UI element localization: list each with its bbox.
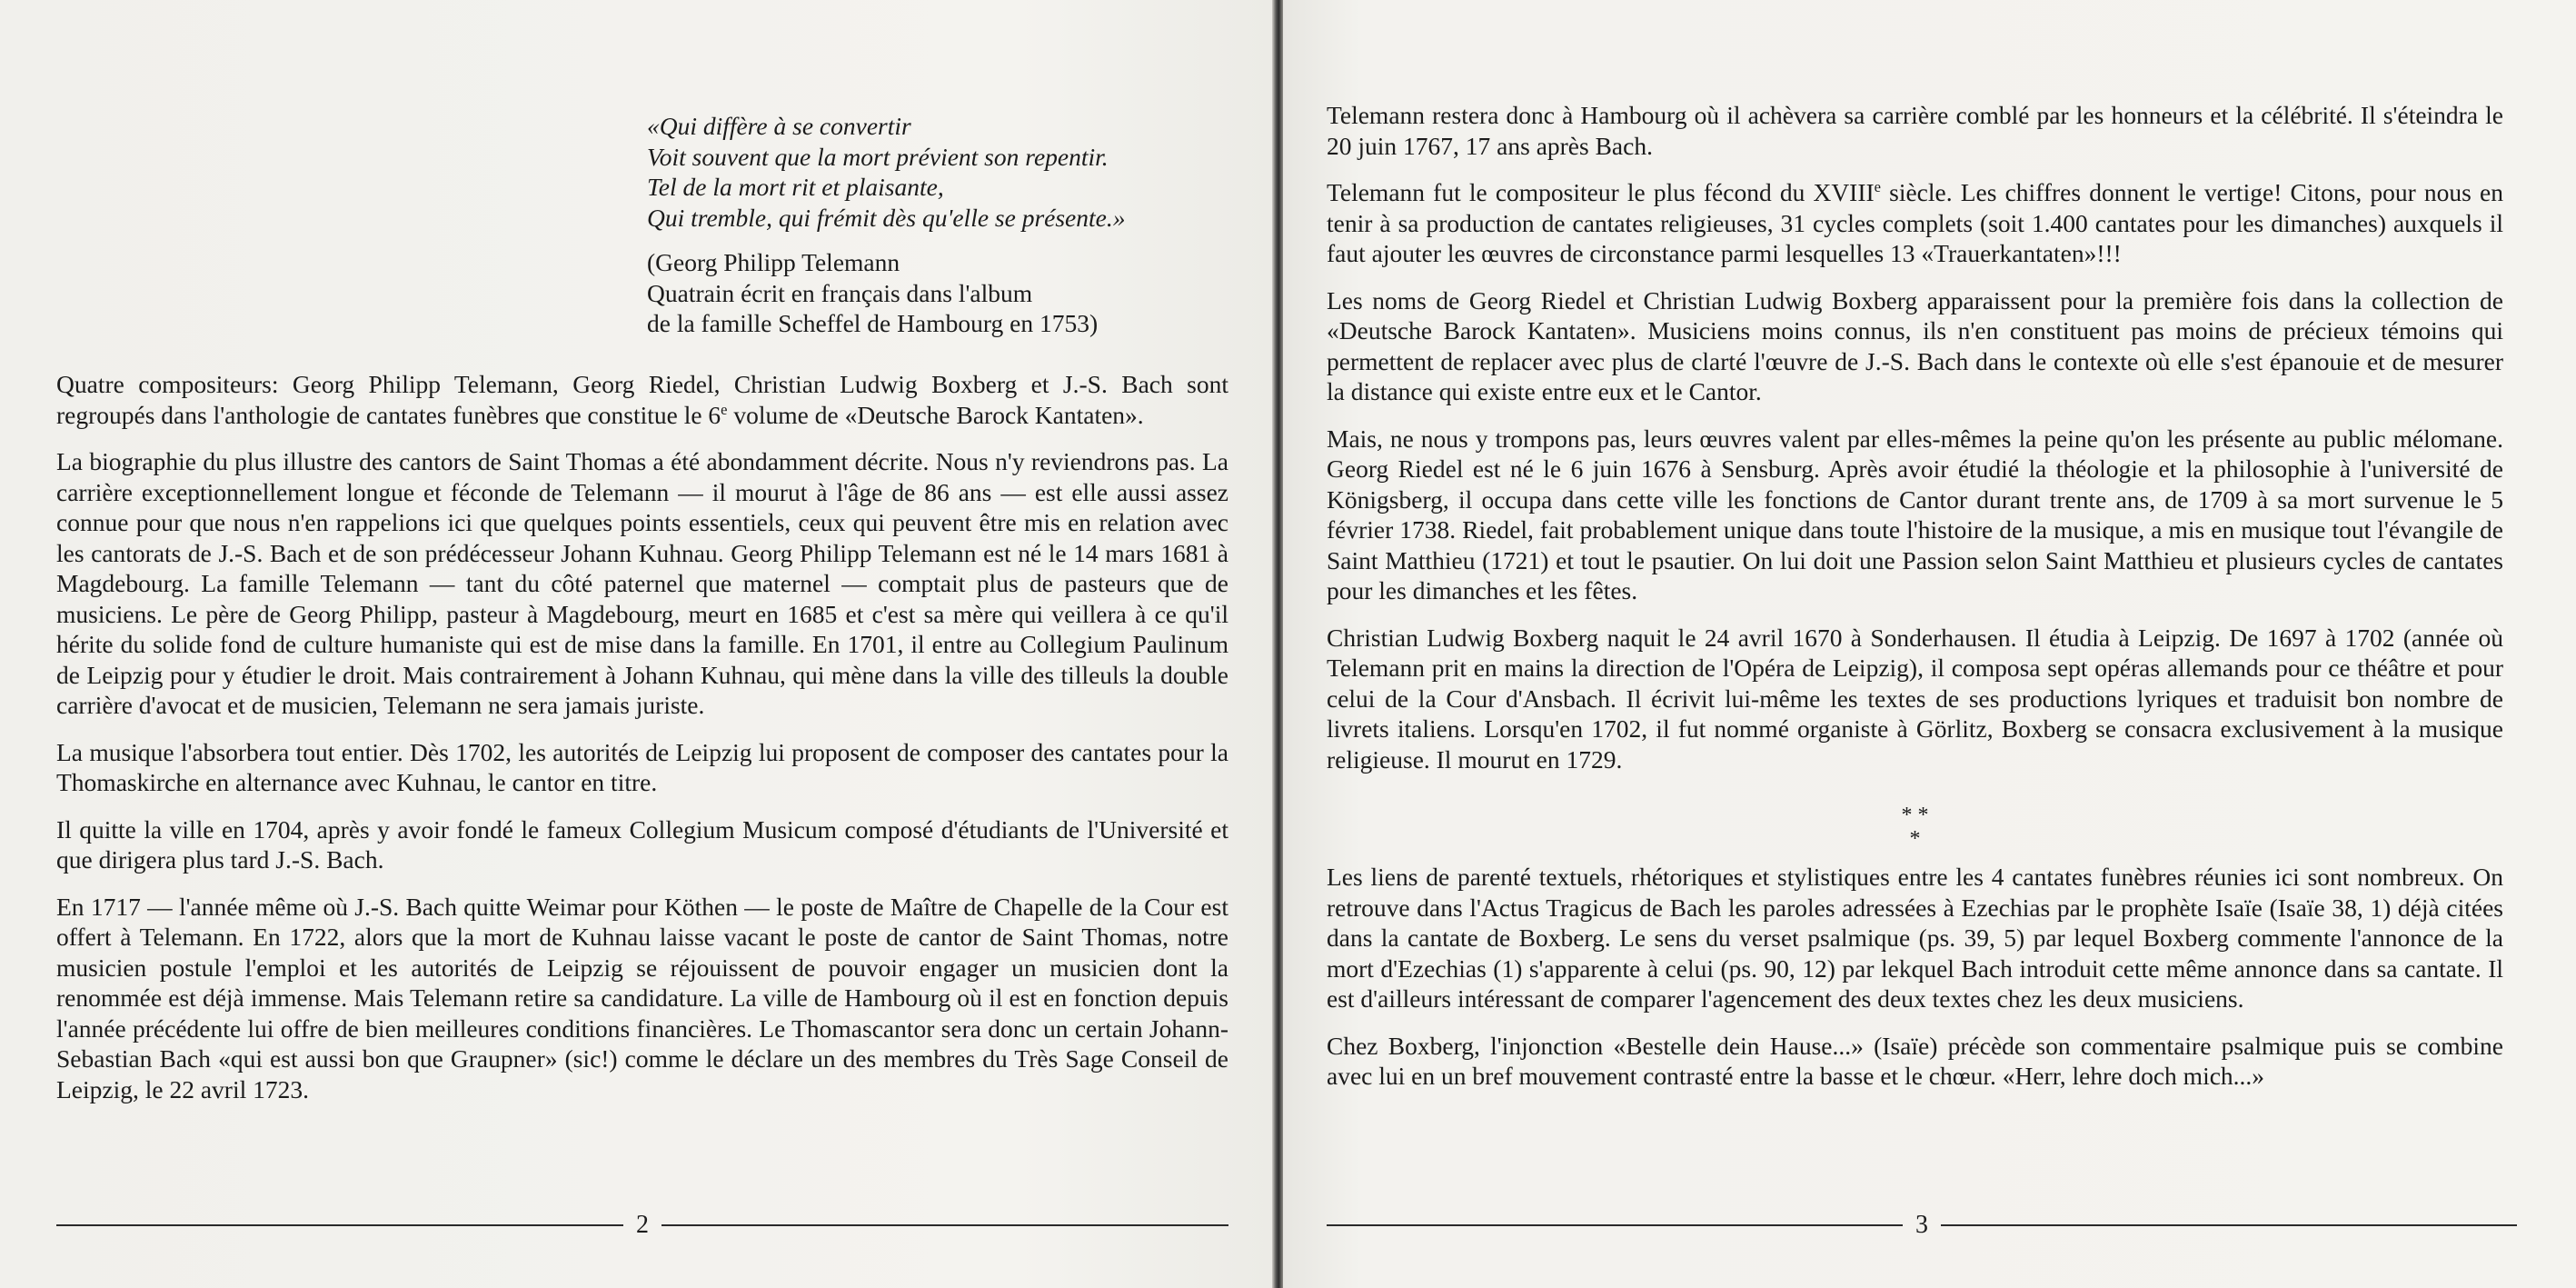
paragraph: La biographie du plus illustre des cantors de Saint Thomas a été abondamment décrite. Nous n'y reviendrons pas. La carrière exceptionnellement longue et féconde de Telemann — il mourut à l'âge de 86 ans — est elle aussi assez connue pour que nous n'en rappelions ici que quelques points essentiels, ceux qui peuvent être mis en relation avec les cantorats de J.-S. Bach et de son prédécesseur Johann Kuhnau. Georg Philipp Telemann est né le 14 mars 1681 à Magdebourg. La famille Telemann — tant du côté paternel que maternel — comptait plus de pasteurs que de musiciens. Le père de Georg Philipp, pasteur à Magdebourg, meurt en 1685 et c'est sa mère qui veillera à ce qu'il hérite du solide fond de culture humaniste qui est de mise dans la famille. En 1701, il entre au Collegium Paulinum de Leipzig pour y étudier le droit. Mais contrairement à Johann Kuhnau, qui mène dans la ville des tilleuls la double carrière d'avocat et de musicien, Telemann ne sera jamais juriste. xyxy=(56,447,1228,719)
paragraph xyxy=(1327,177,2503,269)
paragraph: Mais, ne nous y trompons pas, leurs œuvres valent par elles-mêmes la peine qu'on les présente au public mélomane. Georg Riedel est né le 6 juin 1676 à Sensburg. Après avoir étudié la théologie et la philosophie à l'université de Königsberg, il occupa dans cette ville les fonctions de Cantor durant trente ans, de 1709 à sa mort survenue le 5 février 1738. Riedel, fait probablement unique dans toute l'histoire de la musique, a mis en musique tout l'évangile de Saint Matthieu (1721) et tout le psautier. On lui doit une Passion selon Saint Matthieu et plusieurs cycles de cantates pour les dimanches et les fêtes. xyxy=(1327,424,2503,604)
paragraph xyxy=(56,369,1228,430)
epigraph-citation xyxy=(647,247,1228,339)
footer-rule xyxy=(1327,1224,1903,1226)
asterism-bottom: * xyxy=(1909,827,1921,851)
epigraph xyxy=(647,111,1228,339)
citation-line: Quatrain écrit en français dans l'album xyxy=(647,278,1033,307)
paragraph: Il quitte la ville en 1704, après y avoir fondé le fameux Collegium Musicum composé d'étudiants de l'Université et que dirigera plus tard J.-S. Bach. xyxy=(56,814,1228,874)
paragraph: Chez Boxberg, l'injonction «Bestelle dein Hause...» (Isaïe) précède son commentaire psalmique puis se combine avec lui en un bref mouvement contrasté entre la basse et le chœur. «Herr, lehre doch mich...» xyxy=(1327,1031,2503,1090)
footer-rule xyxy=(1941,1224,2517,1226)
page-number: 3 xyxy=(1915,1211,1928,1239)
page-number: 2 xyxy=(636,1211,649,1239)
citation-line: (Georg Philipp Telemann xyxy=(647,248,900,276)
quatrain-line: «Qui diffère à se convertir xyxy=(647,112,911,140)
quatrain-line: Qui tremble, qui frémit dès qu'elle se présente.» xyxy=(647,203,1126,232)
page-footer xyxy=(1327,1211,2517,1240)
left-page xyxy=(0,0,1272,1288)
paragraph-text: volume de «Deutsche Barock Kantaten». xyxy=(727,400,1144,429)
paragraph: Christian Ludwig Boxberg naquit le 24 avril 1670 à Sonderhausen. Il étudia à Leipzig. De 1697 à 1702 (année où Telemann prit en mains la direction de l'Opéra de Leipzig), il composa sept opéras allemands pour ce théâtre et pour celui de la Cour d'Ansbach. Il écrivit lui-même les textes de ses productions lyriques et traduisit bon nombre de livrets italiens. Lorsqu'en 1702, il fut nommé organiste à Görlitz, Boxberg se consacra exclusivement à la musique religieuse. Il mourut en 1729. xyxy=(1327,623,2503,774)
section-break xyxy=(1327,791,2503,862)
quatrain xyxy=(647,111,1228,233)
quatrain-line: Voit souvent que la mort prévient son repentir. xyxy=(647,142,1109,171)
quatrain-line: Tel de la mort rit et plaisante, xyxy=(647,173,944,201)
citation-line: de la famille Scheffel de Hambourg en 1753) xyxy=(647,309,1099,337)
paragraph: Telemann restera donc à Hambourg où il achèvera sa carrière comblé par les honneurs et la célébrité. Il s'éteindra le 20 juin 1767, 17 ans après Bach. xyxy=(1327,101,2503,160)
paragraph: Les liens de parenté textuels, rhétoriques et stylistiques entre les 4 cantates funèbres réunies ici sont nombreux. On retrouve dans l'Actus Tragicus de Bach les paroles adressées à Ezechias par le prophète Isaïe (Isaïe 38, 1) déjà citées dans la cantate de Boxberg. Le sens du verset psalmique (ps. 39, 5) par lequel Boxberg commente l'annonce de la mort d'Ezechias (1) s'apparente à celui (ps. 90, 12) par lekquel Bach introduit cette même annonce dans sa cantate. Il est d'ailleurs intéressant de comparer l'agencement des deux textes chez les deux musiciens. xyxy=(1327,863,2503,1013)
paragraph-text: siècle. Les chiffres donnent le vertige! Citons, pour nous en tenir à sa production de cantates religieuses, 31 cycles complets (soit 1.400 cantates pour les dimanches) auxquels il faut ajouter les œuvres de circonstance parmi lesquelles 13 «Trauerkantaten»!!! xyxy=(1327,178,2503,267)
page-footer xyxy=(56,1211,1228,1240)
right-text-column xyxy=(1327,100,2503,1108)
ordinal-superscript: e xyxy=(1874,177,1881,195)
paragraph: La musique l'absorbera tout entier. Dès 1702, les autorités de Leipzig lui proposent de composer des cantates pour la Thomaskirche en alternance avec Kuhnau, le cantor en titre. xyxy=(56,737,1228,796)
left-text-column xyxy=(56,369,1228,1121)
footer-rule xyxy=(661,1224,1228,1226)
footer-rule xyxy=(56,1224,623,1226)
paragraph-text: Telemann fut le compositeur le plus fécond du XVIII xyxy=(1327,178,1875,206)
asterism-top: * * xyxy=(1901,804,1929,827)
paragraph: En 1717 — l'année même où J.-S. Bach quitte Weimar pour Köthen — le poste de Maître de Chapelle de la Cour est offert à Telemann. En 1722, alors que la mort de Kuhnau laisse vacant le poste de cantor de Saint Thomas, notre musicien postule l'emploi et les autorités de Leipzig se réjouissent de pouvoir engager un musicien dont la renommée est déjà immense. Mais Telemann retire sa candidature. La ville de Hambourg où il est en fonction depuis l'année précédente lui offre de bien meilleures conditions financières. Le Thomascantor sera donc un certain Johann-Sebastian Bach «qui est aussi bon que Graupner» (sic!) comme le déclare un des membres du Très Sage Conseil de Leipzig, le 22 avril 1723. xyxy=(56,892,1228,1103)
ordinal-superscript: e xyxy=(721,400,728,418)
paragraph-text: Quatre compositeurs: Georg Philipp Telemann, Georg Riedel, Christian Ludwig Boxberg et J.-S. Bach sont regroupés dans l'anthologie de cantates funèbres que constitue le 6 xyxy=(56,370,1228,429)
paragraph: Les noms de Georg Riedel et Christian Ludwig Boxberg apparaissent pour la première fois dans la collection de «Deutsche Barock Kantaten». Musiciens moins connus, ils n'en constituent pas moins de précieux témoins qui permettent de replacer avec plus de clarté l'œuvre de J.-S. Bach dans le contexte où elle s'est épanouie et de mesurer la distance qui existe entre eux et le Cantor. xyxy=(1327,285,2503,405)
book-spine xyxy=(1272,0,1283,1288)
right-page xyxy=(1283,0,2576,1288)
